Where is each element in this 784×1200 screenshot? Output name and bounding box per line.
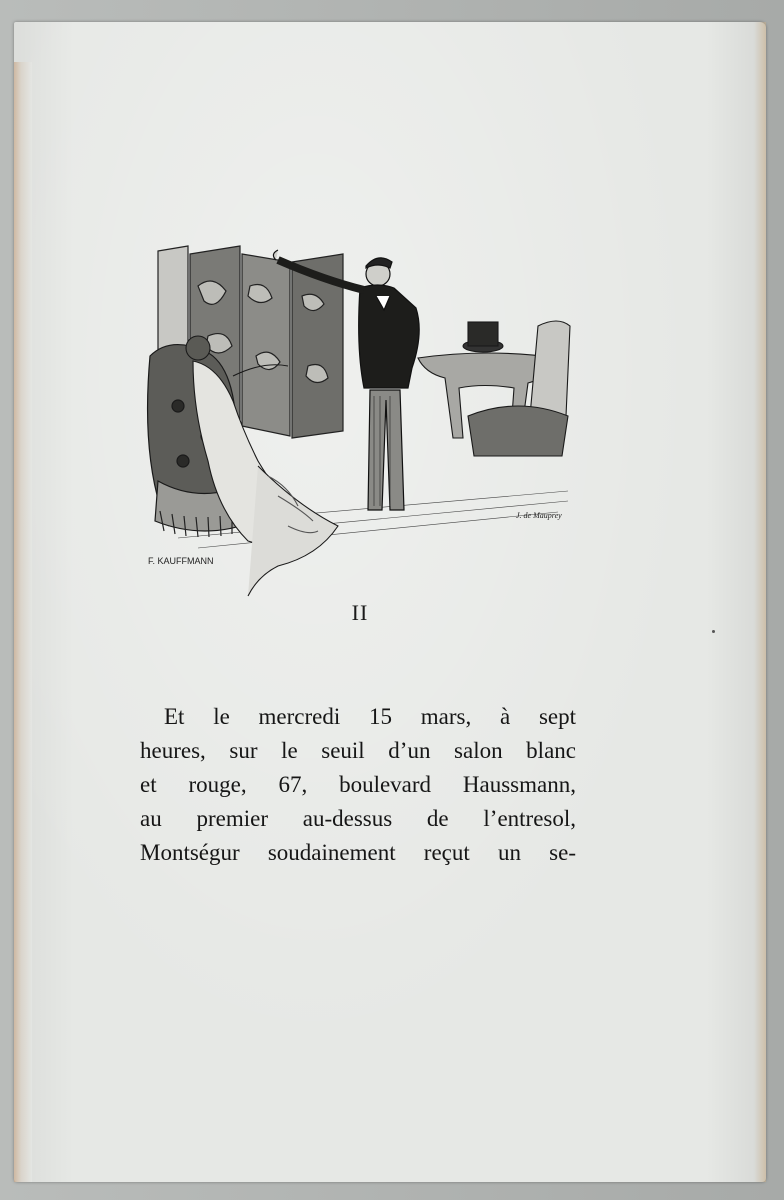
text-line: Et le mercredi 15 mars, à sept bbox=[164, 704, 576, 729]
chapter-numeral: II bbox=[351, 600, 369, 625]
text-line: heures, sur le seuil d’un salon blanc bbox=[140, 738, 576, 763]
page-stain bbox=[754, 22, 766, 1182]
page-worn-edge bbox=[14, 62, 32, 1182]
side-table bbox=[418, 321, 570, 456]
body-text bbox=[140, 700, 576, 870]
artist-signature-left: F. KAUFFMANN bbox=[148, 556, 214, 566]
artist-signature-right: J. de Mauprey bbox=[516, 511, 562, 520]
paper-speck bbox=[712, 630, 715, 633]
text-line: Montségur soudainement reçut un se- bbox=[140, 840, 576, 865]
text-line: au premier au-dessus de l’entresol, bbox=[140, 806, 576, 831]
text-line: et rouge, 67, boulevard Haussmann, bbox=[140, 772, 576, 797]
engraving-illustration bbox=[138, 226, 588, 626]
